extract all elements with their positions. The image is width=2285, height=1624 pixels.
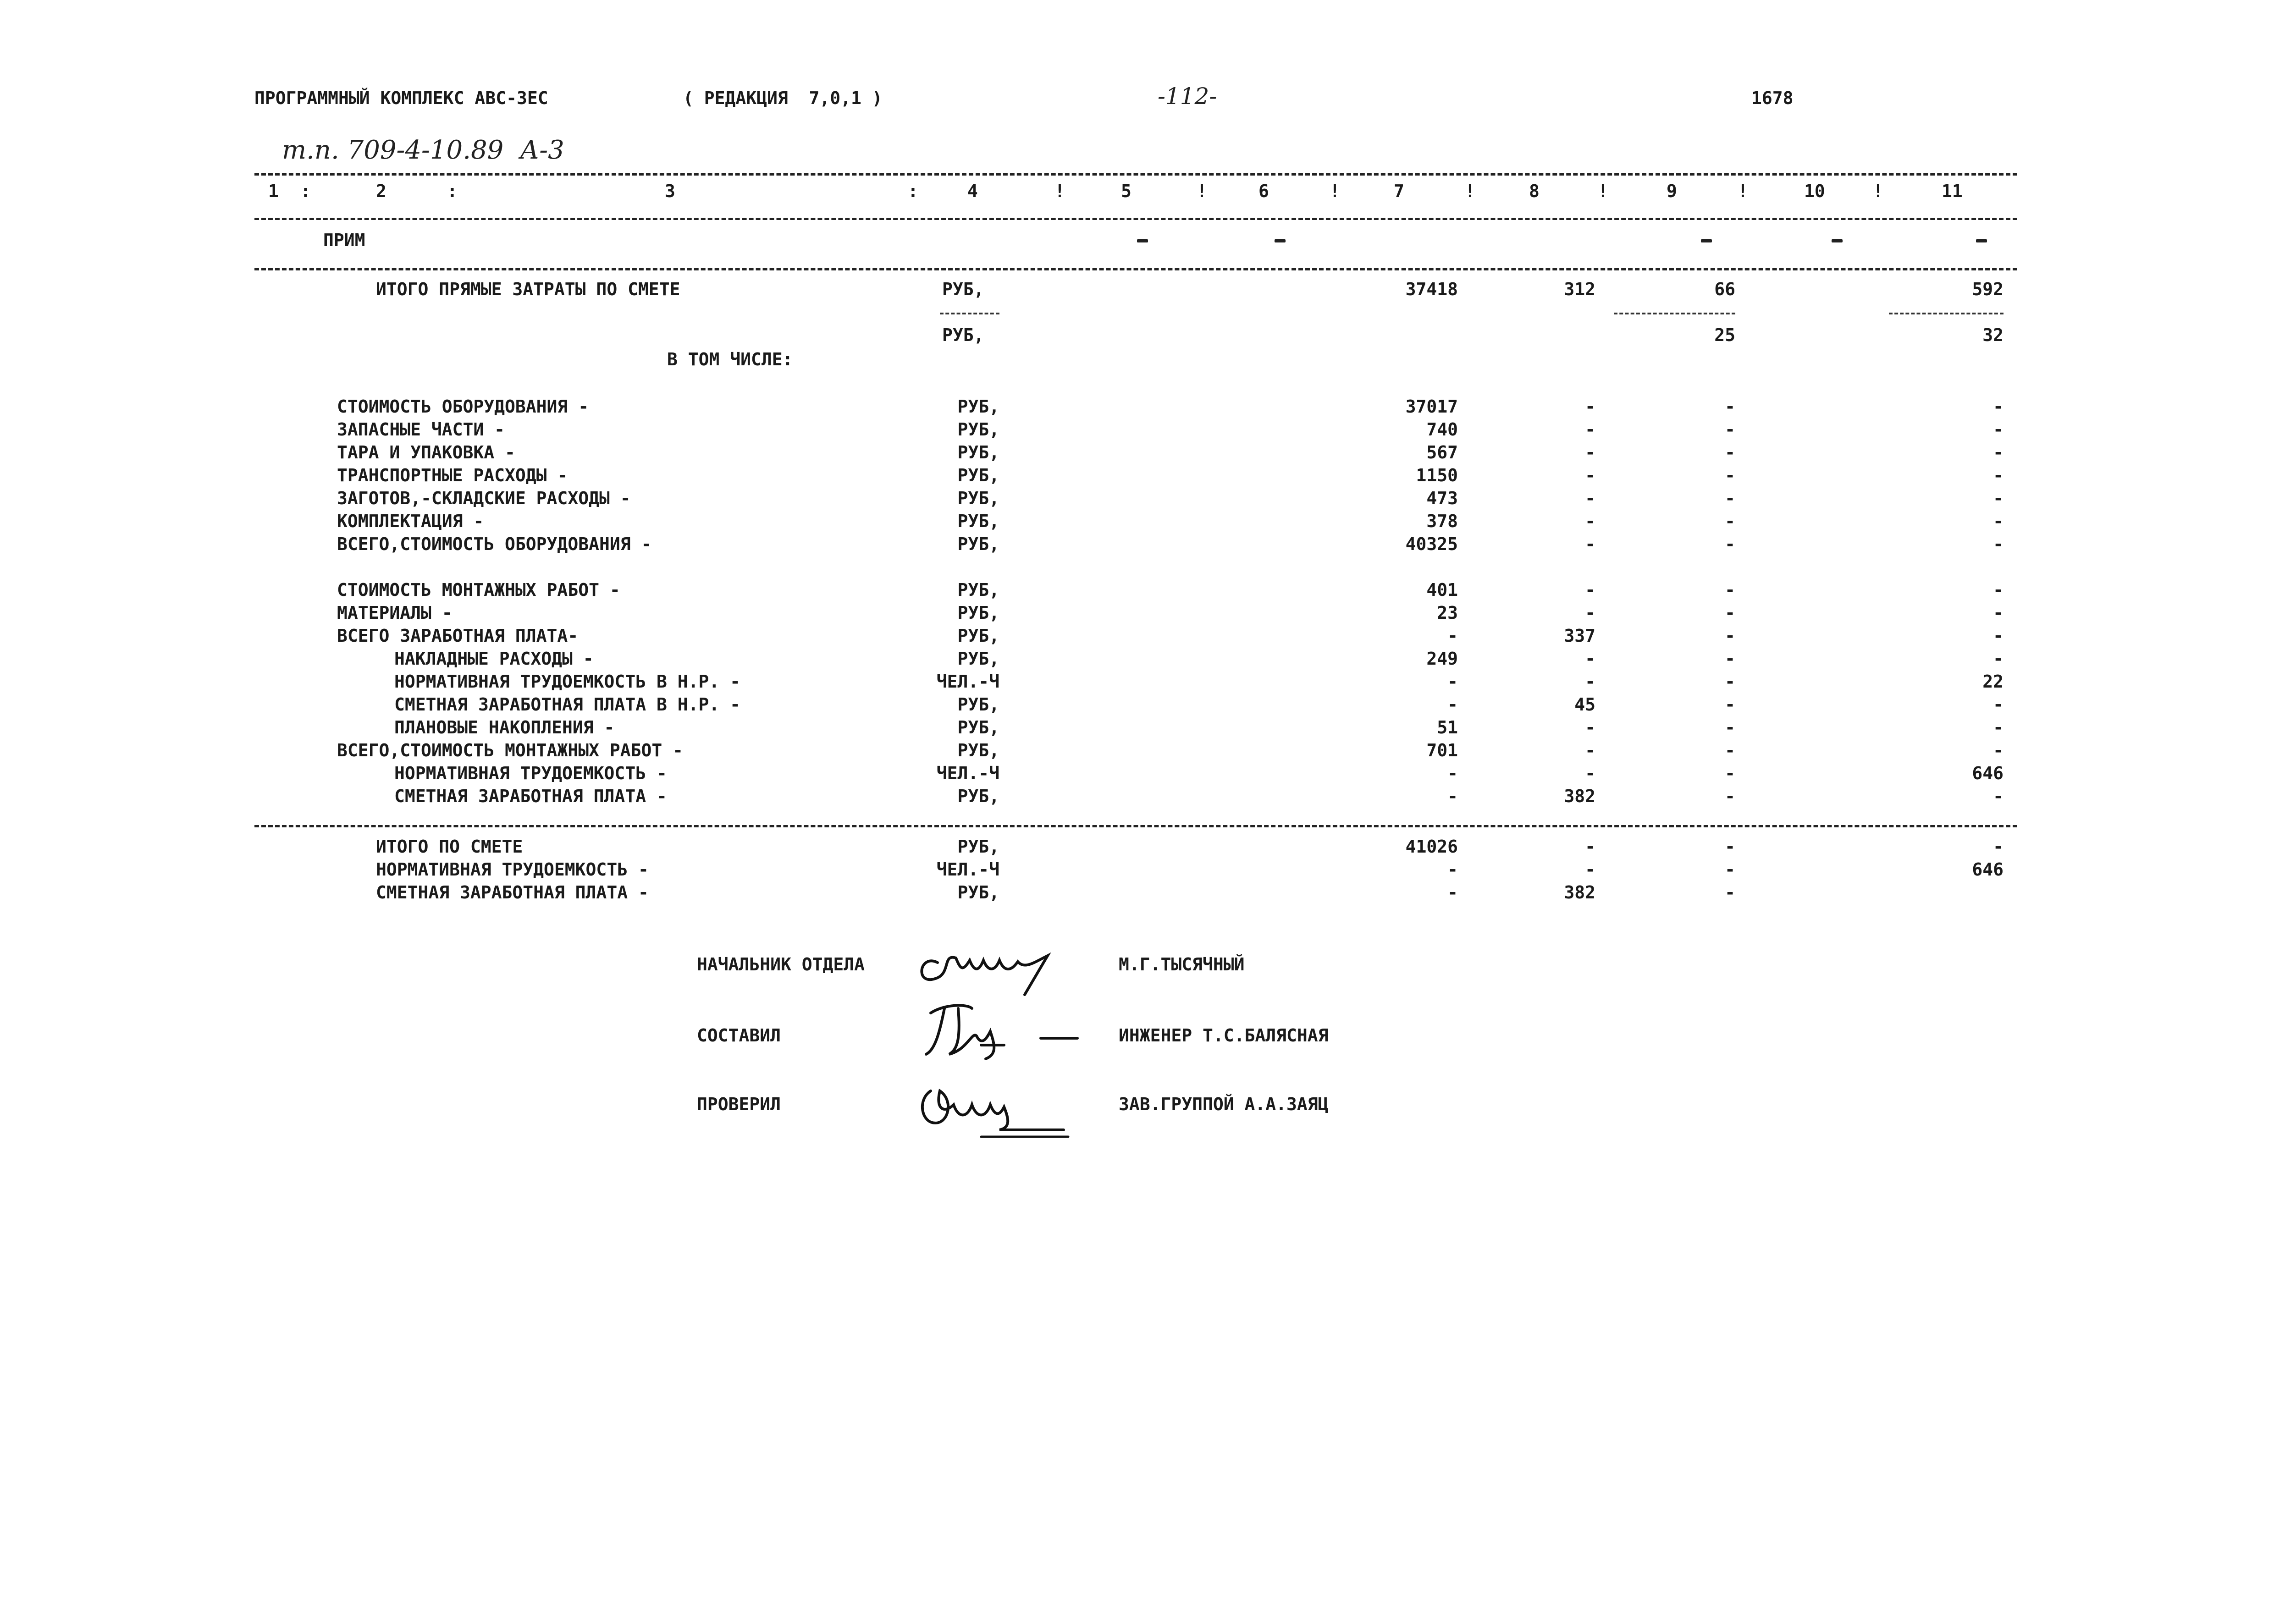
- cell-c8: -: [1585, 511, 1595, 531]
- col-header: 1: [268, 181, 279, 201]
- cell-c11: -: [1993, 717, 2004, 738]
- row-unit: РУБ,: [957, 534, 999, 554]
- cell-c11: 32: [1982, 325, 2004, 345]
- table-row: [0, 581, 2285, 604]
- cell-c7: 740: [1426, 419, 1458, 440]
- table-row: [0, 787, 2285, 810]
- cell-c9: 25: [1714, 325, 1735, 345]
- cell-c8: -: [1585, 649, 1595, 669]
- cell-c7: -: [1447, 786, 1458, 806]
- cell-c9: -: [1725, 442, 1735, 462]
- cell-c7: 40325: [1405, 534, 1458, 554]
- row-label: ВСЕГО ЗАРАБОТНАЯ ПЛАТА-: [337, 626, 579, 646]
- row-label: НОРМАТИВНАЯ ТРУДОЕМКОСТЬ -: [394, 763, 667, 783]
- cell-c9: -: [1725, 603, 1735, 623]
- col-header: 6: [1258, 181, 1269, 201]
- col-header: 5: [1121, 181, 1131, 201]
- edition: ( РЕДАКЦИЯ 7,0,1 ): [683, 88, 883, 108]
- cell-c9: -: [1725, 511, 1735, 531]
- cell-c9: -: [1725, 396, 1735, 417]
- col-header: 2: [376, 181, 386, 201]
- cell-c11: -: [1993, 603, 2004, 623]
- row-unit: ЧЕЛ.-Ч: [936, 672, 999, 692]
- row-label: ЗАПАСНЫЕ ЧАСТИ -: [337, 419, 505, 440]
- totals-top-rule: [254, 825, 2017, 827]
- col-header: 11: [1942, 181, 1963, 201]
- table-row: [0, 444, 2285, 467]
- row-label: КОМПЛЕКТАЦИЯ -: [337, 511, 484, 531]
- cell-c7: 249: [1426, 649, 1458, 669]
- cell-c9: -: [1725, 694, 1735, 715]
- row-unit: РУБ,: [942, 325, 984, 345]
- cell-c11: -: [1993, 534, 2004, 554]
- row-label: СМЕТНАЯ ЗАРАБОТНАЯ ПЛАТА -: [376, 882, 649, 903]
- table-row: [0, 604, 2285, 627]
- header-bottom-rule: [254, 218, 2017, 220]
- cell-c7: 51: [1437, 717, 1458, 738]
- prim-bottom-rule: [254, 268, 2017, 270]
- page-number: -112-: [1158, 83, 1217, 110]
- cell-c9: -: [1725, 580, 1735, 600]
- cell-c8: 45: [1574, 694, 1595, 715]
- cell-c9: -: [1725, 837, 1735, 857]
- table-row: [0, 535, 2285, 558]
- cell-c9: -: [1725, 740, 1735, 760]
- row-unit: РУБ,: [957, 511, 999, 531]
- row-label: ТРАНСПОРТНЫЕ РАСХОДЫ -: [337, 465, 568, 485]
- cell-c11: -: [1993, 488, 2004, 508]
- row-label: ТАРА И УПАКОВКА -: [337, 442, 515, 462]
- cell-c8: -: [1585, 580, 1595, 600]
- row-unit: РУБ,: [957, 396, 999, 417]
- cell-c11: -: [1993, 442, 2004, 462]
- table-row-total-direct-sub: [0, 326, 2285, 349]
- table-row-total: [0, 861, 2285, 884]
- cell-c7: 473: [1426, 488, 1458, 508]
- table-row-total: [0, 884, 2285, 907]
- row-unit: РУБ,: [957, 603, 999, 623]
- row-label: СМЕТНАЯ ЗАРАБОТНАЯ ПЛАТА -: [394, 786, 667, 806]
- row-label: СМЕТНАЯ ЗАРАБОТНАЯ ПЛАТА В Н.Р. -: [394, 694, 740, 715]
- cell-c7: -: [1447, 859, 1458, 880]
- cell-c8: -: [1585, 603, 1595, 623]
- cell-c11: -: [1993, 465, 2004, 485]
- row-label: СТОИМОСТЬ ОБОРУДОВАНИЯ -: [337, 396, 589, 417]
- row-label: ВСЕГО,СТОИМОСТЬ МОНТАЖНЫХ РАБОТ -: [337, 740, 683, 760]
- row-label: НАКЛАДНЫЕ РАСХОДЫ -: [394, 649, 594, 669]
- signature-name: ЗАВ.ГРУППОЙ А.А.ЗАЯЦ: [1119, 1094, 1329, 1114]
- signature-name: М.Г.ТЫСЯЧНЫЙ: [1119, 954, 1245, 974]
- row-label: ПЛАНОВЫЕ НАКОПЛЕНИЯ -: [394, 717, 615, 738]
- cell-c8: -: [1585, 465, 1595, 485]
- cell-c9: -: [1725, 672, 1735, 692]
- cell-c9: -: [1725, 786, 1735, 806]
- table-row: [0, 627, 2285, 650]
- cell-c11: -: [1993, 649, 2004, 669]
- signature-role: СОСТАВИЛ: [697, 1025, 781, 1046]
- table-row: [0, 650, 2285, 673]
- cell-c11: -: [1993, 694, 2004, 715]
- cell-c8: -: [1585, 442, 1595, 462]
- column-header-row: 1 2 3 4 5 6 7 8 9 10 11 : : : ! ! ! ! ! ! !: [268, 181, 1963, 201]
- col-header: 4: [967, 181, 978, 201]
- row-unit: РУБ,: [957, 694, 999, 715]
- col-header: 3: [665, 181, 675, 201]
- row-label: НОРМАТИВНАЯ ТРУДОЕМКОСТЬ -: [376, 859, 649, 880]
- row-unit: РУБ,: [957, 488, 999, 508]
- cell-c11: 22: [1982, 672, 2004, 692]
- cell-c9: -: [1725, 419, 1735, 440]
- cell-c9: -: [1725, 465, 1735, 485]
- signature-role: ПРОВЕРИЛ: [697, 1094, 781, 1114]
- cell-c7: 401: [1426, 580, 1458, 600]
- cell-c8: -: [1585, 717, 1595, 738]
- signature-3: [912, 1073, 1087, 1146]
- row-unit: РУБ,: [957, 837, 999, 857]
- cell-c9: -: [1725, 882, 1735, 903]
- col-header: 8: [1529, 181, 1540, 201]
- row-label: ИТОГО ПРЯМЫЕ ЗАТРАТЫ ПО СМЕТЕ: [376, 279, 680, 299]
- including-label: В ТОМ ЧИСЛЕ:: [667, 349, 793, 369]
- cell-c8: -: [1585, 488, 1595, 508]
- cell-c11: -: [1993, 396, 2004, 417]
- cell-c9: -: [1725, 717, 1735, 738]
- table-row: [0, 398, 2285, 421]
- cell-c8: 312: [1564, 279, 1595, 299]
- signature-name: ИНЖЕНЕР Т.С.БАЛЯСНАЯ: [1119, 1025, 1329, 1046]
- cell-c8: 337: [1564, 626, 1595, 646]
- cell-c8: -: [1585, 837, 1595, 857]
- cell-c11: 646: [1972, 859, 2004, 880]
- row-unit: РУБ,: [957, 419, 999, 440]
- table-row: [0, 512, 2285, 535]
- cell-c9: -: [1725, 763, 1735, 783]
- cell-c9: -: [1725, 649, 1735, 669]
- cell-c11: -: [1993, 626, 2004, 646]
- cell-c11: -: [1993, 419, 2004, 440]
- cell-c7: -: [1447, 672, 1458, 692]
- cell-c11: -: [1993, 837, 2004, 857]
- row-unit: РУБ,: [942, 279, 984, 299]
- cell-c7: 37017: [1405, 396, 1458, 417]
- cell-c7: 41026: [1405, 837, 1458, 857]
- cell-c9: -: [1725, 626, 1735, 646]
- cell-c7: 567: [1426, 442, 1458, 462]
- cell-c7: 1150: [1416, 465, 1458, 485]
- signature-2: [917, 995, 1091, 1063]
- row-unit: РУБ,: [957, 786, 999, 806]
- cell-c8: -: [1585, 859, 1595, 880]
- sheet-number: 1678: [1751, 88, 1794, 108]
- table-row: [0, 490, 2285, 512]
- cell-c8: -: [1585, 763, 1595, 783]
- table-row: [0, 467, 2285, 490]
- cell-c7: -: [1447, 882, 1458, 903]
- row-label: ВСЕГО,СТОИМОСТЬ ОБОРУДОВАНИЯ -: [337, 534, 652, 554]
- row-unit: ЧЕЛ.-Ч: [936, 763, 999, 783]
- row-unit: РУБ,: [957, 740, 999, 760]
- cell-c7: -: [1447, 763, 1458, 783]
- signature-role: НАЧАЛЬНИК ОТДЕЛА: [697, 954, 865, 974]
- row-label: НОРМАТИВНАЯ ТРУДОЕМКОСТЬ В Н.Р. -: [394, 672, 740, 692]
- cell-c7: -: [1447, 694, 1458, 715]
- table-row: [0, 742, 2285, 765]
- cell-c8: 382: [1564, 882, 1595, 903]
- table-top-rule: [254, 173, 2017, 176]
- cell-c7: 23: [1437, 603, 1458, 623]
- cell-c9: -: [1725, 534, 1735, 554]
- signature-1: [910, 935, 1075, 999]
- cell-c9: -: [1725, 859, 1735, 880]
- col-header: 10: [1804, 181, 1825, 201]
- cell-c9: -: [1725, 488, 1735, 508]
- cell-c11: -: [1993, 740, 2004, 760]
- row-unit: РУБ,: [957, 580, 999, 600]
- table-row: [0, 719, 2285, 742]
- row-label: СТОИМОСТЬ МОНТАЖНЫХ РАБОТ -: [337, 580, 620, 600]
- cell-c11: -: [1993, 786, 2004, 806]
- col-header: 9: [1667, 181, 1677, 201]
- cell-c11: -: [1993, 511, 2004, 531]
- col-header: 7: [1394, 181, 1404, 201]
- row-unit: РУБ,: [957, 626, 999, 646]
- cell-c8: -: [1585, 740, 1595, 760]
- cell-c11: 646: [1972, 763, 2004, 783]
- table-row: [0, 765, 2285, 787]
- program-name: ПРОГРАММНЫЙ КОМПЛЕКС АВС-3ЕС: [254, 88, 548, 108]
- cell-c8: -: [1585, 396, 1595, 417]
- row-unit: РУБ,: [957, 442, 999, 462]
- table-row-total-direct: [0, 281, 2285, 303]
- cell-c7: 378: [1426, 511, 1458, 531]
- row-unit: РУБ,: [957, 882, 999, 903]
- cell-c7: -: [1447, 626, 1458, 646]
- row-unit: РУБ,: [957, 717, 999, 738]
- cell-c8: -: [1585, 419, 1595, 440]
- row-label: МАТЕРИАЛЫ -: [337, 603, 453, 623]
- prim-label: ПРИМ: [323, 230, 365, 250]
- table-row: [0, 421, 2285, 444]
- cell-c7: 701: [1426, 740, 1458, 760]
- cell-c8: 382: [1564, 786, 1595, 806]
- row-label: ЗАГОТОВ,-СКЛАДСКИЕ РАСХОДЫ -: [337, 488, 631, 508]
- table-row: [0, 696, 2285, 719]
- table-row: [0, 673, 2285, 696]
- row-unit: РУБ,: [957, 465, 999, 485]
- cell-c7: 37418: [1405, 279, 1458, 299]
- cell-c8: -: [1585, 534, 1595, 554]
- row-unit: ЧЕЛ.-Ч: [936, 859, 999, 880]
- table-row-total: [0, 838, 2285, 861]
- cell-c8: -: [1585, 672, 1595, 692]
- cell-c11: 592: [1972, 279, 2004, 299]
- row-label: ИТОГО ПО СМЕТЕ: [376, 837, 523, 857]
- cell-c9: 66: [1714, 279, 1735, 299]
- handwritten-code: т.п. 709-4-10.89 А-3: [282, 135, 564, 165]
- cell-c11: -: [1993, 580, 2004, 600]
- row-unit: РУБ,: [957, 649, 999, 669]
